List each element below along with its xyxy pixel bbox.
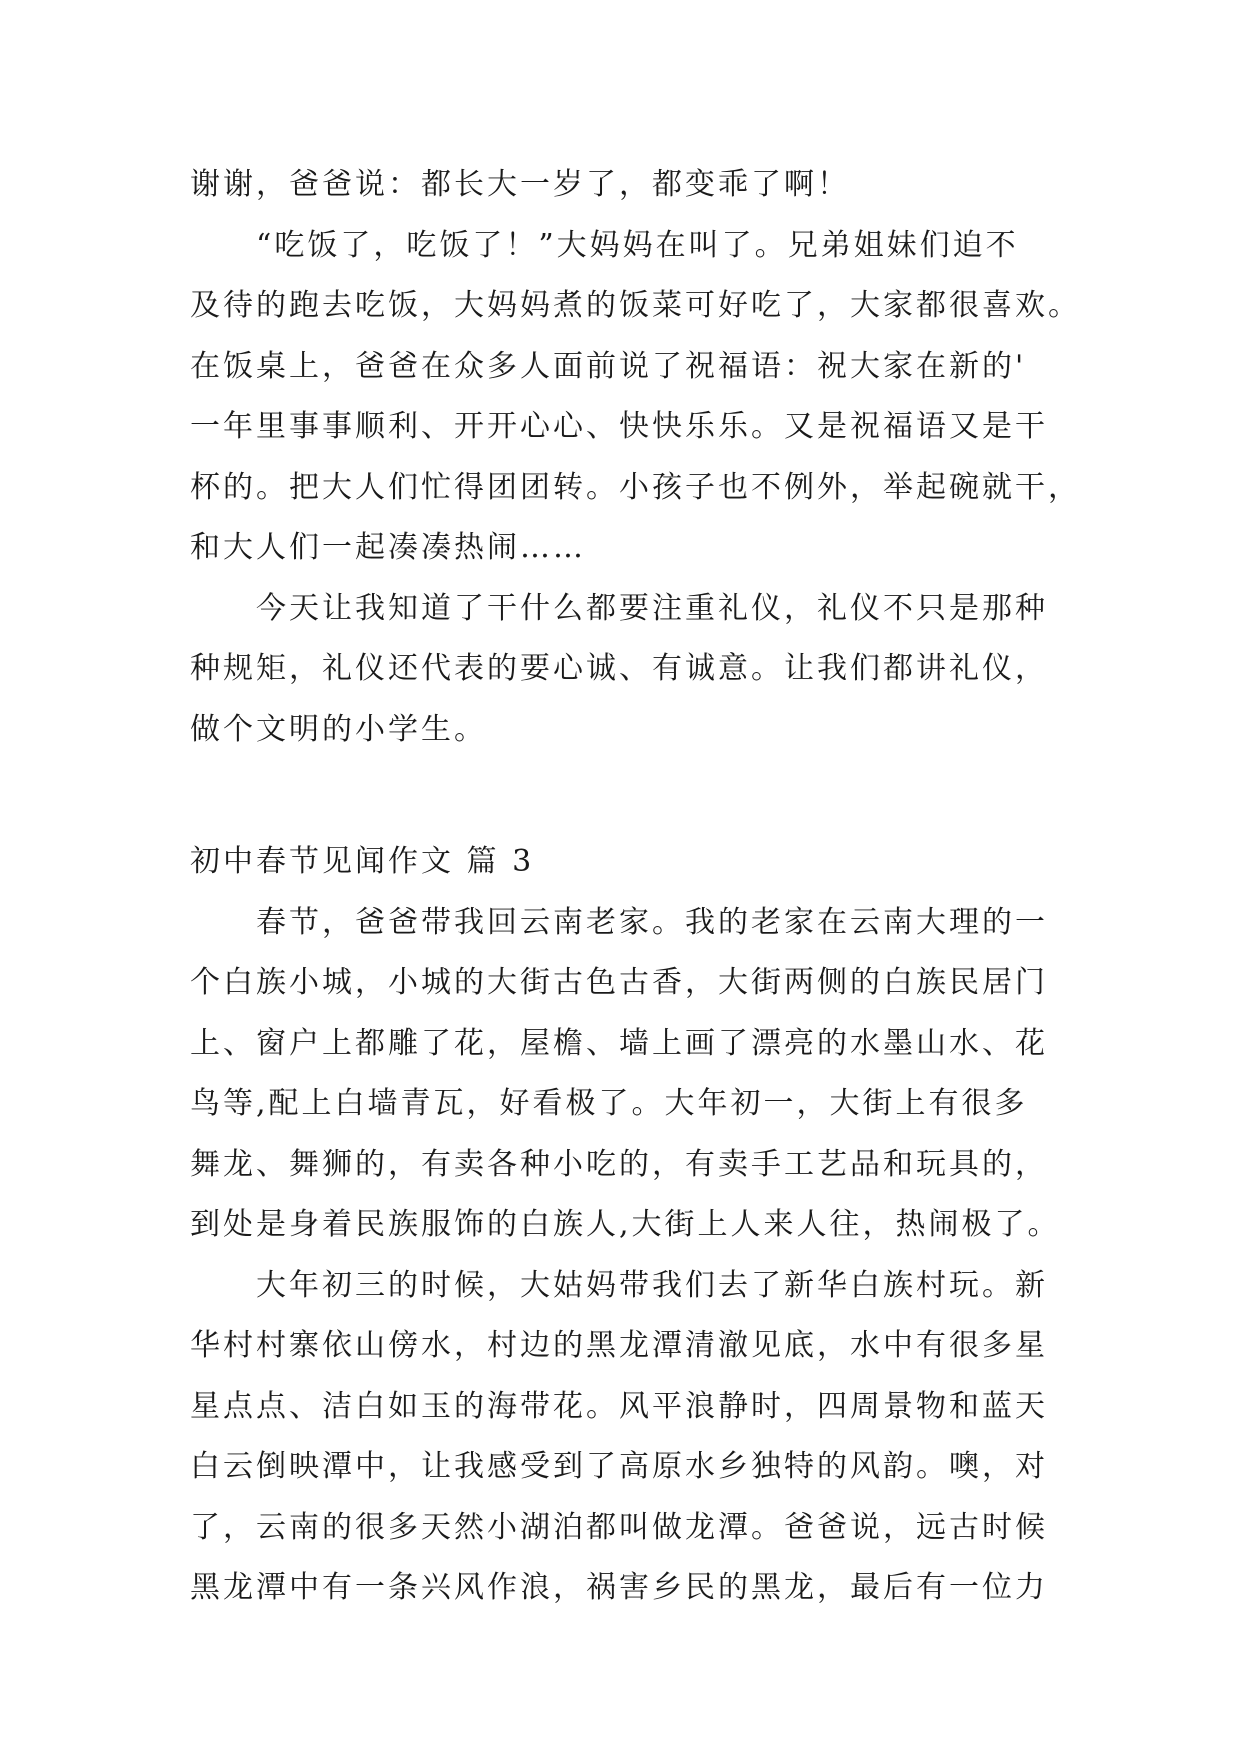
text-line: 个白族小城，小城的大街古色古香，大街两侧的白族民居门	[190, 965, 1048, 1000]
text-line: 大年初三的时候，大姑妈带我们去了新华白族村玩。新	[256, 1267, 1048, 1303]
text-line: 谢谢，爸爸说：都长大一岁了，都变乖了啊！	[190, 167, 850, 202]
text-line: “吃饭了，吃饭了！”大妈妈在叫了。兄弟姐妹们迫不	[256, 227, 1019, 263]
text-line: 白云倒映潭中，让我感受到了高原水乡独特的风韵。噢，对	[190, 1449, 1048, 1484]
text-line: 一年里事事顺利、开开心心、快快乐乐。又是祝福语又是干	[190, 409, 1048, 444]
text-line: 星点点、洁白如玉的海带花。风平浪静时，四周景物和蓝天	[190, 1388, 1048, 1424]
text-line: 种规矩，礼仪还代表的要心诚、有诚意。让我们都讲礼仪，	[190, 651, 1048, 686]
document-page	[190, 155, 1081, 1619]
section-heading: 初中春节见闻作文 篇 3	[190, 844, 535, 879]
text-line: 上、窗户上都雕了花，屋檐、墙上画了漂亮的水墨山水、花	[190, 1025, 1048, 1061]
text-line: 到处是身着民族服饰的白族人,大街上人来人往，热闹极了。	[190, 1207, 1061, 1242]
text-line: 鸟等,配上白墙青瓦，好看极了。大年初一，大街上有很多	[190, 1086, 1028, 1121]
text-line: 和大人们一起凑凑热闹……	[190, 530, 586, 565]
text-line: 今天让我知道了干什么都要注重礼仪，礼仪不只是那种	[256, 590, 1048, 626]
text-line: 春节，爸爸带我回云南老家。我的老家在云南大理的一	[256, 904, 1048, 940]
text-line: 杯的。把大人们忙得团团转。小孩子也不例外，举起碗就干，	[190, 469, 1081, 505]
text-line: 了，云南的很多天然小湖泊都叫做龙潭。爸爸说，远古时候	[190, 1509, 1048, 1545]
text-line: 在饭桌上，爸爸在众多人面前说了祝福语：祝大家在新的'	[190, 348, 1027, 384]
section-gap	[190, 760, 1070, 832]
text-line: 及待的跑去吃饭，大妈妈煮的饭菜可好吃了，大家都很喜欢。	[190, 288, 1081, 323]
text-line: 做个文明的小学生。	[190, 711, 487, 747]
text-line: 舞龙、舞狮的，有卖各种小吃的，有卖手工艺品和玩具的，	[190, 1146, 1048, 1182]
text-line: 黑龙潭中有一条兴风作浪，祸害乡民的黑龙，最后有一位力	[190, 1570, 1048, 1605]
text-line: 华村村寨依山傍水，村边的黑龙潭清澈见底，水中有很多星	[190, 1328, 1048, 1363]
